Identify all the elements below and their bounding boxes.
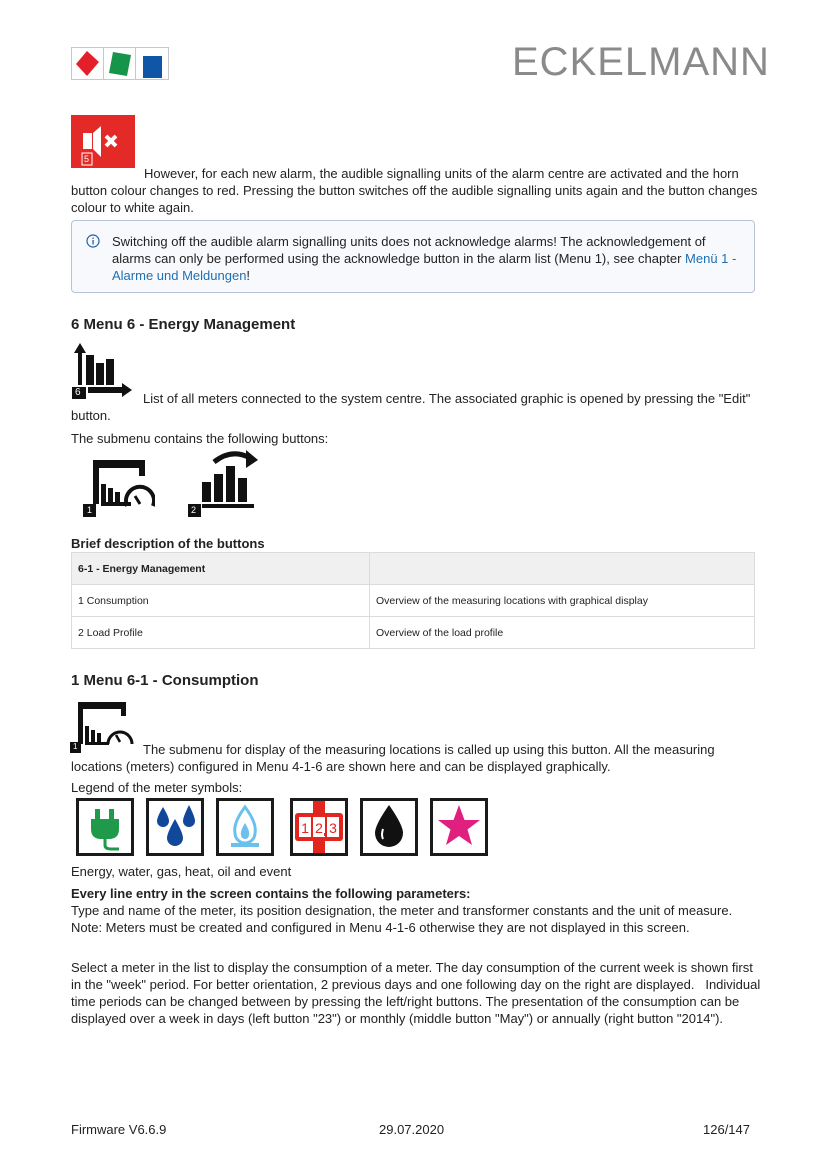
- info-note: [71, 220, 755, 293]
- water-meter-icon: [146, 798, 204, 856]
- table-cell: 1 Consumption: [72, 585, 370, 617]
- logo-green-square: [104, 48, 136, 79]
- section-heading-menu6-1: 1 Menu 6-1 - Consumption: [71, 672, 259, 689]
- consumption-icon-number: 1: [73, 742, 78, 751]
- submenu-intro: The submenu contains the following buttons:: [71, 431, 329, 446]
- table-row: [72, 585, 755, 617]
- table-header-cell: 6-1 - Energy Management: [72, 553, 370, 585]
- horn-off-icon: [71, 115, 135, 168]
- legend-caption: Energy, water, gas, heat, oil and event: [71, 864, 292, 879]
- chapter-link[interactable]: Menü 1 - Alarme und Meldungen: [112, 251, 737, 283]
- note-text: [112, 233, 742, 284]
- button-number-1: 1: [87, 505, 93, 515]
- section-heading-menu6: 6 Menu 6 - Energy Management: [71, 316, 296, 333]
- table-cell: 2 Load Profile: [72, 617, 370, 649]
- table-cell: Overview of the load profile: [370, 617, 755, 649]
- menu6-description: List of all meters connected to the system centre. The associated graphic is opened by pressing the "Edit" button.: [71, 391, 751, 423]
- company-logo: [71, 47, 169, 80]
- heat-meter-icon: [290, 798, 348, 856]
- legend-label: Legend of the meter symbols:: [71, 780, 243, 795]
- info-icon: [86, 234, 100, 248]
- select-meter-text: Select a meter in the list to display the consumption of a meter. The day consumption of the current week is shown first in the "week" period. For better orientation, 2 previous days and one following day on the right are displayed. Individual time periods can be changed between by pressing the left/right buttons. The presentation of the consumption can be displayed over a week in days (left button "23") or monthly (middle button "May") or annually (right button "2014").: [71, 960, 764, 1026]
- svg-text:1: 1: [301, 820, 309, 836]
- table-cell: Overview of the measuring locations with graphical display: [370, 585, 755, 617]
- svg-text:3: 3: [329, 820, 337, 836]
- menu6-icon-number: 6: [75, 387, 81, 398]
- footer-date: 29.07.2020: [379, 1122, 445, 1137]
- footer-page: 126/147: [703, 1122, 750, 1137]
- oil-meter-icon: [360, 798, 418, 856]
- logo-red-diamond: [72, 48, 104, 79]
- event-meter-icon: [430, 798, 488, 856]
- table-caption: Brief description of the buttons: [71, 536, 265, 551]
- parameters-heading: Every line entry in the screen contains the following parameters:: [71, 886, 471, 901]
- brand-name: ECKELMANN: [512, 40, 770, 84]
- table-row: [72, 617, 755, 649]
- note-body: Switching off the audible alarm signalling units does not acknowledge alarms! The acknowledgement of alarms can only be performed using the acknowledge button in the alarm list (Menu 1), see chapter: [112, 234, 706, 266]
- table-header-cell: [370, 553, 755, 585]
- svg-text:2: 2: [315, 820, 323, 836]
- energy-meter-icon: [76, 798, 134, 856]
- table-header-row: [72, 553, 755, 585]
- footer-firmware: Firmware V6.6.9: [71, 1122, 167, 1137]
- consumption-description: The submenu for display of the measuring locations is called up using this button. All the measuring locations (meters) configured in Menu 4-1-6 are shown here and can be displayed graphically.: [71, 742, 715, 774]
- buttons-table: [71, 552, 755, 649]
- horn-icon-number: 5: [84, 154, 90, 164]
- note-suffix: !: [246, 268, 251, 283]
- button-number-2: 2: [191, 505, 197, 515]
- parameters-text: Type and name of the meter, its position designation, the meter and transformer constants and the unit of measure. Note: Meters must be created and configured in Menu 4-1-6 otherwise they are not displayed in this screen.: [71, 903, 733, 935]
- load-profile-button-icon[interactable]: [188, 448, 260, 518]
- logo-blue-square: [136, 48, 168, 79]
- consumption-button-icon[interactable]: [83, 458, 155, 518]
- gas-meter-icon: [216, 798, 274, 856]
- horn-description: However, for each new alarm, the audible signalling units of the alarm centre are activated and the horn button colour changes to red. Pressing the button switches off the audible signalling units again and the button changes colour to white again.: [71, 166, 758, 215]
